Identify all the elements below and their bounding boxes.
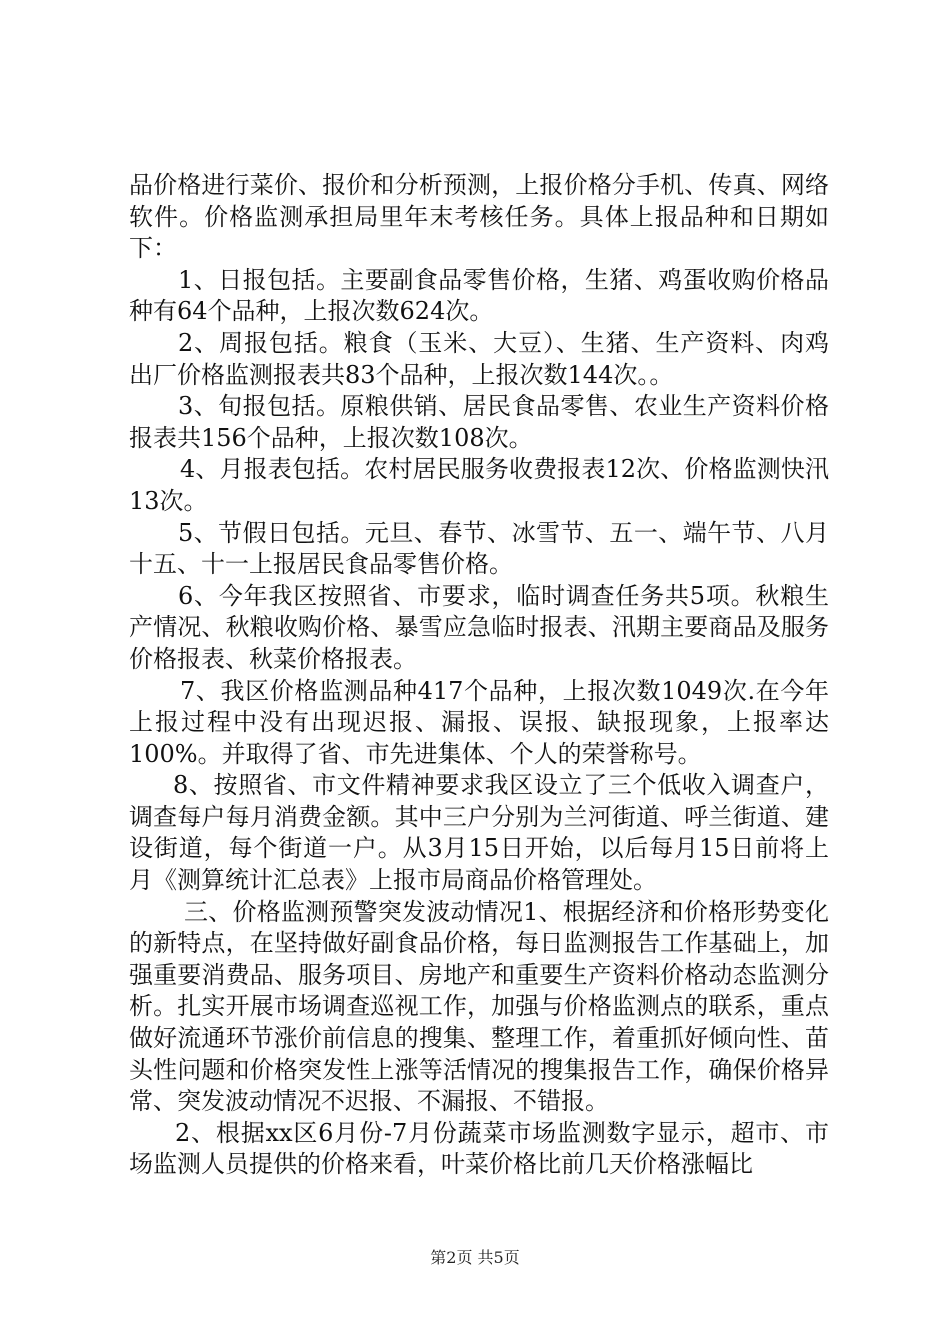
paragraph-weekly-report: 2、周报包括。粮食（玉米、大豆）、生猪、生产资料、肉鸡出厂价格监测报表共83个品种，上报次数144次。。 <box>129 328 829 389</box>
paragraph-low-income-survey: 8、按照省、市文件精神要求我区设立了三个低收入调查户，调查每户每月消费金额。其中三户分别为兰河街道、呼兰街道、建设街道，每个街道一户。从3月15日开始，以后每月15日前将上月《测算统计汇总表》上报市局商品价格管理处。 <box>129 771 829 895</box>
paragraph-daily-report: 1、日报包括。主要副食品零售价格，生猪、鸡蛋收购价格品种有64个品种，上报次数624次。 <box>129 265 829 326</box>
paragraph-holiday-report: 5、节假日包括。元旦、春节、冰雪节、五一、端午节、八月十五、十一上报居民食品零售价格。 <box>129 518 829 579</box>
paragraph-section-three: 三、价格监测预警突发波动情况1、根据经济和价格形势变化的新特点，在坚持做好副食品价格，每日监测报告工作基础上，加强重要消费品、服务项目、房地产和重要生产资料价格动态监测分析。扎实开展市场调查巡视工作，加强与价格监测点的联系，重点做好流通环节涨价前信息的搜集、整理工作，着重抓好倾向性、苗头性问题和价格突发性上涨等活情况的搜集报告工作，确保价格异常、突发波动情况不迟报、不漏报、不错报。 <box>129 897 829 1116</box>
paragraph-ten-day-report: 3、旬报包括。原粮供销、居民食品零售、农业生产资料价格报表共156个品种，上报次数108次。 <box>129 392 829 452</box>
paragraph-monitoring-summary: 7、我区价格监测品种417个品种，上报次数1049次.在今年上报过程中没有出现迟报、漏报、误报、缺报现象，上报率达100%。并取得了省、市先进集体、个人的荣誉称号。 <box>129 676 829 768</box>
paragraph-vegetable-market: 2、根据xx区6月份-7月份蔬菜市场监测数字显示，超市、市场监测人员提供的价格来看，叶菜价格比前几天价格涨幅比 <box>129 1118 829 1179</box>
document-body <box>129 170 829 1181</box>
page-number-footer: 第2页 共5页 <box>430 1248 520 1267</box>
paragraph-monthly-report: 4、月报表包括。农村居民服务收费报表12次、价格监测快汛13次。 <box>129 455 829 515</box>
paragraph-temporary-survey: 6、今年我区按照省、市要求，临时调查任务共5项。秋粮生产情况、秋粮收购价格、暴雪应急临时报表、汛期主要商品及服务价格报表、秋菜价格报表。 <box>129 581 829 673</box>
paragraph-intro: 品价格进行菜价、报价和分析预测，上报价格分手机、传真、网络软件。价格监测承担局里年末考核任务。具体上报品种和日期如下： <box>129 171 829 263</box>
